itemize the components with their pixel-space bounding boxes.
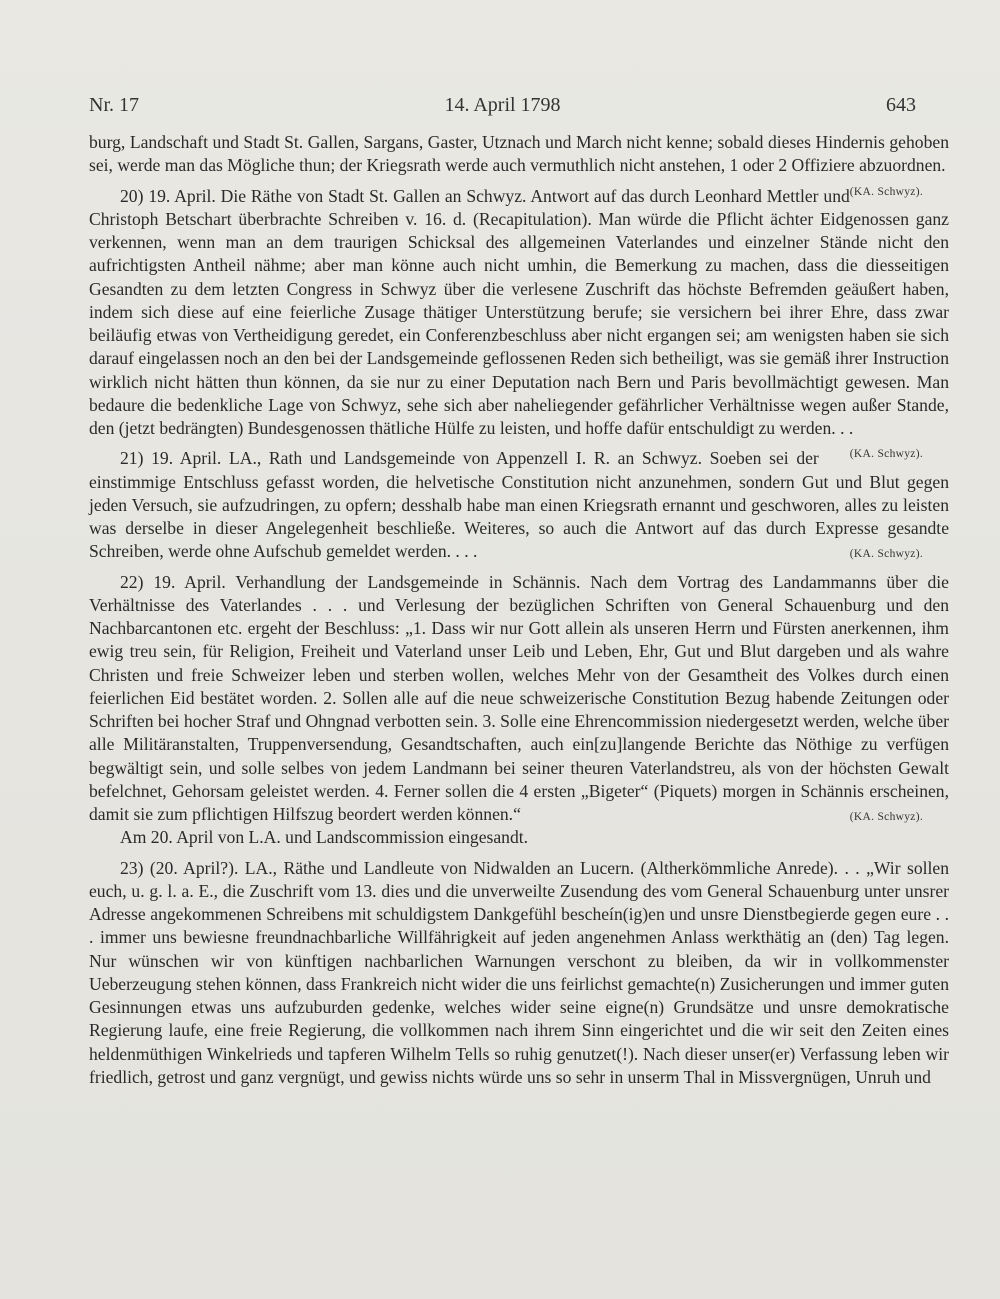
page-number: 643 (886, 94, 916, 116)
document-number: Nr. 17 (89, 94, 139, 116)
paragraph-text: 21) 19. April. LA., Rath und Landsgemeinde von Appenzell I. R. an Schwyz. Soeben sei der einstimmige Entschluss gefasst worden, die helvetische Constitution nicht anzunehmen, sondern Gut und Blut gegen jeden Versuch, sie aufzudringen, zu opfern; desshalb habe man einen Kriegsrath ernannt und geschworen, alles zu leisten was derselbe in dieser Angelegenheit beschließe. Weiteres, so auch die Antwort auf das durch Expresse gesandte Schreiben, werde ohne Aufschub gemeldet werden. . . . (89, 448, 949, 562)
paragraph-text: burg, Landschaft und Stadt St. Gallen, Sargans, Gaster, Utznach und March nicht kenne; sobald dieses Hindernis gehoben sei, werde man das Mögliche thun; der Kriegsrath werde auch vermuthlich nicht anstehen, 1 oder 2 Offiziere abzuordnen. (89, 132, 949, 176)
source-citation: (KA. Schwyz). (849, 811, 923, 823)
page-header (89, 94, 916, 118)
page-date: 14. April 1798 (444, 94, 561, 116)
document-body (89, 131, 949, 1089)
source-citation: (KA. Schwyz). (849, 185, 923, 198)
entry-23 (89, 857, 949, 1090)
paragraph-text: 20) 19. April. Die Räthe von Stadt St. Gallen an Schwyz. Antwort auf das durch Leonhard Mettler und Christoph Betschart überbrachte Schreiben v. 16. d. (Recapitulation). Man würde die Pflicht ächter Eidgenossen ganz verkennen, wenn man an dem traurigen Schicksal des allgemeinen Vaterlandes und einzelner Stände nicht den aufrichtigsten Antheil nähme; aber man könne auch nicht umhin, die Bemerkung zu machen, dass die diesseitigen Gesandten zu dem letzten Congress in Schwyz über die verlesene Zuschrift das höchste Befremden geäußert haben, indem sich diese auf eine feierliche Zusage thätiger Unterstützung berufe; sie versichern bei ihrer Ehre, dass zwar beiläufig etwas von Vertheidigung geredet, ein Conferenzbeschluss aber nicht ergangen sei; am wenigsten haben sie sich darauf eingelassen noch an den bei der Landsgemeinde geflossenen Reden sich betheiligt, was sie gemäß ihrer Instruction wirklich nicht hätten thun können, da sie nur zu einer Deputation nach Bern und Paris bevollmächtigt gewesen. Man bedaure die bedenkliche Lage von Schwyz, sehe sich aber naheliegender gefährlicher Verhältnisse wegen außer Stande, den (jetzt bedrängten) Bundesgenossen thätliche Hülfe zu leisten, und hoffe dafür entschuldigt zu werden. . . (89, 185, 949, 438)
paragraph-continuation (89, 131, 949, 198)
entry-20 (89, 185, 949, 461)
source-citation: (KA. Schwyz). (849, 448, 923, 461)
entry-22 (89, 571, 949, 827)
paragraph-text: 22) 19. April. Verhandlung der Landsgemeinde in Schännis. Nach dem Vortrag des Landammanns über die Verhältnisse des Vaterlandes . . . und Verlesung der bezüglichen Schriften von General Schauenburg und den Nachbarcantonen etc. ergeht der Beschluss: „1. Dass wir nur Gott allein als unseren Herrn und Fürsten anerkennen, ihm ewig treu sein, für Religion, Freiheit und Vaterland unser Leib und Leben, Ehr, Gut und Blut dargeben und als wahre Christen und freie Schweizer leben und sterben wollen, welches Mehr von der Gesamtheit des Volkes durch einen feierlichen Eid bestätet worden. 2. Sollen alle auf die neue schweizerische Constitution Bezug habende Zeitungen oder Schriften bei hocher Straf und Ohngnad verbotten sein. 3. Solle eine Ehrencommission niedergesetzt werden, welche über alle Militäranstalten, Truppenversendung, Gesandtschaften, auch ein[zu]langende Berichte das Nöthige zu verfügen begwältigt sein, und solle selbes von jedem Landmann bei seiner theuren Vaterlandstreu, als von der höchsten Gewalt befelchnet, Gehorsam geleistet werden. 4. Ferner sollen die 4 ersten „Bigeter“ (Piquets) morgen in Schännis erscheinen, damit sie zum pflichtigen Hilfszug beordert werden können.“ (89, 571, 949, 824)
source-citation: (KA. Schwyz). (849, 548, 923, 561)
entry-22-note (89, 826, 949, 849)
paragraph-text: 23) (20. April?). LA., Räthe und Landleute von Nidwalden an Lucern. (Altherkömmliche Anrede). . . „Wir sollen euch, u. g. l. a. E., die Zuschrift vom 13. dies und die unverweilte Zusendung des vom General Schauenburg unter unsrer Adresse angekommenen Schreibens mit schuldigstem Dankgefühl bescheín(ig)en und unsre Dienstbegierde gegen eure . . . immer uns bewiesne freundnachbarliche Willfährigkeit auf jeden angenehmen Anlass werkthätig an (den) Tag legen. Nur wünschen wir von künftigen nachbarlichen Warnungen verschont zu bleiben, da wir in vollkommenster Ueberzeugung stehen können, dass Frankreich nicht wider die uns feirlichst gemachte(n) Zusicherungen und immer guten Gesinnungen etwas uns aufzuburden gedenke, welches wider seine eigne(n) Grundsätze und unsre demokratische Regierung laufe, eine freie Regierung, die vollkommen nach ihrem Sinn eingerichtet und die wir seit den Zeiten eines heldenmüthigen Winkelrieds und tapferen Wilhelm Tells so ruhig genutzet(!). Nach dieser unser(er) Verfassung leben wir friedlich, getrost und ganz vergnügt, und gewiss nichts würde uns so sehr in unserm Thal in Missvergnügen, Unruh und (89, 857, 949, 1087)
paragraph-text: Am 20. April von L.A. und Landscommission eingesandt. (120, 827, 529, 848)
